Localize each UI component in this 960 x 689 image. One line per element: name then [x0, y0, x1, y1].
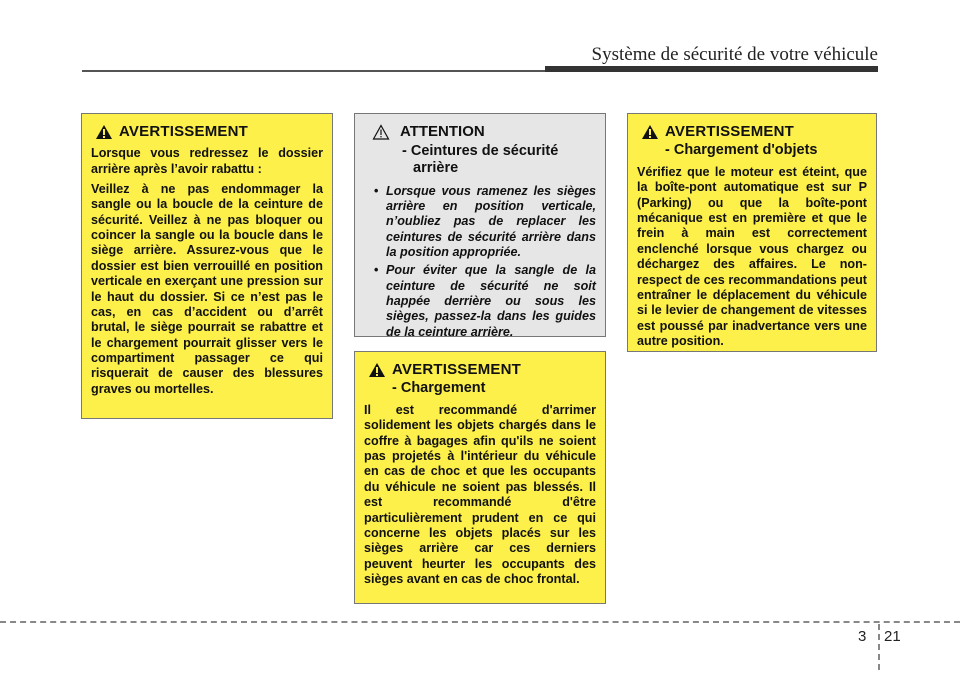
- warning-heading: AVERTISSEMENT: [392, 361, 522, 378]
- warning-heading: AVERTISSEMENT: [119, 123, 249, 140]
- caution-triangle-outline-icon: [372, 124, 390, 140]
- warning-box-head: [364, 361, 596, 379]
- footer-rule: [0, 621, 960, 623]
- caution-subheading: - Ceintures de sécurité: [402, 143, 559, 160]
- caution-bullet-list: [364, 184, 596, 341]
- warning-triangle-icon: [95, 124, 113, 140]
- warning-subheading: - Chargement d'objets: [665, 142, 818, 159]
- caution-subheading-cont: arrière: [413, 160, 459, 177]
- warning-paragraph: Il est recommandé d'arrimer solidement les objets chargés dans le coffre à bagages afin qu'ils ne soient pas projetés à l'intérieur du véhicule en cas de choc et que les occupants du véhicule ne soient pas blessés. Il est recommandé d'être particulièrement prudent en ce qui concerne les objets placés sur les sièges arrière car ces derniers peuvent heurter les occupants des sièges avant en cas de choc frontal.: [364, 402, 596, 586]
- caution-bullet: • Pour éviter que la sangle de la ceinture de sécurité ne soit happée derrière ou sous les sièges, passez-la dans les guides de la ceinture arrière.: [364, 263, 596, 340]
- page-header-title: Système de sécurité de votre véhicule: [591, 44, 878, 65]
- caution-box-rear-belts: [354, 113, 606, 337]
- page-chapter-number: 3: [858, 628, 867, 645]
- header-rule-accent: [545, 66, 878, 72]
- caution-heading: ATTENTION: [400, 123, 485, 140]
- warning-paragraph: Veillez à ne pas endommager la sangle ou la boucle de la ceinture de sécurité. Veillez à ne pas bloquer ou coincer la sangle ou la boucle dans le siège arrière. Assurez-vous que le dossier est bien verrouillé en position verticale en exerçant une pression sur le haut du dossier. Si ce n’est pas le cas, en cas d’accident ou d’arrêt brutal, le siège pourrait se rabattre et le chargement pourrait glisser vers le compartiment passager ce qui risquerait de causer des blessures graves ou mortelles.: [91, 182, 323, 396]
- caution-bullet: • Lorsque vous ramenez les sièges arrière en position verticale, n’oubliez pas de replacer les ceintures de sécurité arrière dans la position appropriée.: [364, 184, 596, 261]
- warning-paragraph: Vérifiez que le moteur est éteint, que la boîte-pont automatique est sur P (Parking) ou que la boîte-pont mécanique est en première et que le frein à main est correctement enclenché lorsque vous chargez ou déchargez des affaires. Le non-respect de ces recommandations peut entraîner le déplacement du véhicule si le levier de changement de vitesses est poussé par inadvertance vers une autre position.: [637, 164, 867, 348]
- warning-box-loading: [354, 351, 606, 604]
- warning-box-loading-objects: [627, 113, 877, 352]
- warning-paragraph: Lorsque vous redressez le dossier arrière après l’avoir rabattu :: [91, 146, 323, 176]
- page-number: 21: [884, 628, 901, 645]
- warning-subheading: - Chargement: [392, 380, 486, 397]
- caution-box-head: [364, 123, 596, 141]
- warning-heading: AVERTISSEMENT: [665, 123, 795, 140]
- warning-box-seat-back: [81, 113, 333, 419]
- warning-box-head: [91, 123, 323, 141]
- footer-divider: [878, 624, 880, 670]
- warning-triangle-icon: [641, 124, 659, 140]
- warning-triangle-icon: [368, 362, 386, 378]
- warning-box-head: [637, 123, 867, 141]
